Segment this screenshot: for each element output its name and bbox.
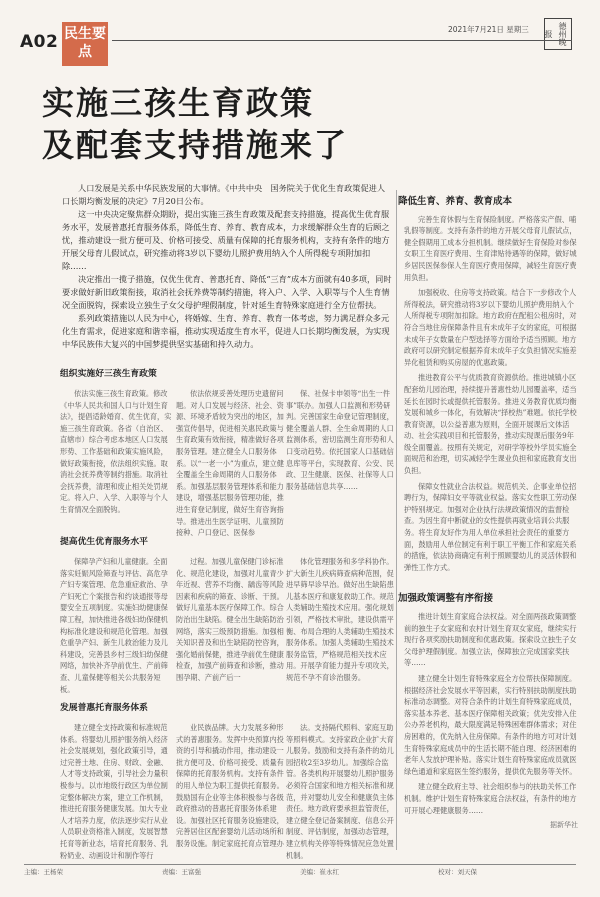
headline — [42, 82, 348, 166]
column-text: 依法依规妥善处理历史遗留问题。对人口发展与经济、社会、资源、环境矛盾较为突出的地区，加强宣传倡导，促进相关惠民政策与生育政策有效衔接，精准做好各项服务管理。建立健全人口服务体系。以“一老一小”为重点，建立健全覆盖全生命周期的人口服务体系。加强基层服务管理体系和能力建设，增强基层服务管理功能，推进生育登记制度，做好生育咨询指导。推进出生医学证明、儿童预防接种、户口登记、医保参 — [176, 389, 284, 538]
sidebar-para: 推进教育公平与优质教育资源供给。推进城镇小区配套幼儿园治理，持续提升普惠性幼儿园覆盖率，适当延长在园时长或提供托管服务。推进义务教育优质均衡发展和城乡一体化，有效解决“择校热”难题。依托学校教育资源，以公益普惠为原则，全面开展课后文体活动、社会实践项目和托管服务，推动实现课后服务9年级全面覆盖。按照有关规定，对研学等校外学员实施全面规范和治理，切实减轻学生课业负担和家庭教育支出负担。 — [404, 373, 577, 476]
section-title: 组织实施好三孩生育政策 — [60, 369, 157, 379]
headline-line-2: 及配套支持措施来了 — [42, 126, 349, 164]
section-title: 发展普惠托育服务体系 — [60, 703, 148, 713]
intro-text — [62, 182, 392, 351]
sidebar-title: 降低生育、养育、教育成本 — [398, 196, 513, 207]
intro-para: 决定推出一揽子措施，仅优生优育、普惠托育、降低“三育”成本方面就有40多项，同时要求做好新旧政策衔接，取消社会抚养费等制约措施，将入户、入学、入职等与个人生育情况全面脱钩，探索设立独生子女父母护理假制度，针对延生育特殊家庭进行全方位帮扶。 — [62, 274, 392, 310]
body-column — [286, 556, 398, 682]
body-column — [176, 556, 288, 682]
headline-line-1: 实施三孩生育政策 — [42, 84, 315, 122]
body-column — [286, 722, 398, 860]
footer-editor: 主编：王杨荣 — [24, 868, 63, 876]
sidebar-title: 加强政策调整有序衔接 — [398, 593, 494, 605]
column-text: 保障孕产妇和儿童健康。全面落实妊娠风险筛查与评估、高危孕产妇专案管理、危急重症救治、孕产妇死亡个案报告和约谈通报等母婴安全五项制度。实施妇幼健康保障工程，加快推进各级妇幼保健机构标准化建设和规范化管理。加强危重孕产妇、新生儿救治能力及儿科建设，完善县乡村三级妇幼保健网络，加快补齐孕前优生、产前筛查、儿童保健等相关公共服务短板。 — [60, 557, 168, 694]
sidebar-para: 建立健全政府主导、社会组织参与的扶助关怀工作机制。维护计划生育特殊家庭合法权益，有条件的地方可开展心理健康服务…… — [404, 782, 577, 815]
newspaper-logo: 德州晚报 — [544, 18, 572, 50]
body-column — [60, 556, 172, 694]
body-column — [60, 388, 172, 514]
header-rule — [112, 40, 572, 41]
intro-para: 这一中央决定聚焦群众期盼，提出实施三孩生育政策及配套支持措施，提高优生优育服务水平，发展普惠托育服务体系，降低生育、养育、教育成本，力求缓解群众生育的后顾之忧，推动建设一批方便可及、价格可接受、质量有保障的托育服务机构，支持有条件的地方开展父母育儿假试点，研究推动将3岁以下婴幼儿照护费用纳入个人所得税专项附加扣除…… — [62, 209, 390, 271]
footer-design: 责编：王富强 — [162, 868, 201, 876]
sidebar-para: 建立健全计划生育特殊家庭全方位帮扶保障制度。根据经济社会发展水平等因素，实行特别扶助制度扶助标准动态调整。对符合条件的计划生育特殊家庭成员，落实基本养老、基本医疗保障相关政策；优先安排入住公办养老机构，最大限度满足特殊困难群体需求；对住房困难的，优先纳入住房保障。有条件的地方可对计划生育特殊家庭成员中的生活长期不能自理、经济困难的老年人发放护理补贴。落实计划生育特殊家庭成员就医绿色通道和家庭医生签约服务，提供优先服务等关怀。 — [404, 673, 577, 776]
section-badge: 民生要点 — [62, 22, 108, 66]
intro-para: 人口发展是关系中华民族发展的大事情。《中共中央 国务院关于优化生育政策促进人口长期均衡发展的决定》7月20日公布。 — [62, 183, 386, 206]
footer-layout: 美编：崔永红 — [300, 868, 339, 876]
page-header — [0, 0, 600, 58]
body-column — [60, 722, 172, 860]
sidebar-para: 完善生育休假与生育保险制度。严格落实产假、哺乳假等制度。支持有条件的地方开展父母育儿假试点，健全假期用工成本分担机制。继续做好生育保险对参保女职工生育医疗费用、生育津贴待遇等的保障，做好城乡居民医保参保人生育医疗费用保障，减轻生育医疗费用负担。 — [404, 214, 577, 282]
intro-para: 系列政策措施以人民为中心，将婚嫁、生育、养育、教育一体考虑，努力满足群众多元化生育需求，促进家庭和谐幸福，推动实现适度生育水平，促进人口长期均衡发展，为实现中华民族伟大复兴的中国梦提供坚实基础和持久动力。 — [62, 313, 390, 349]
sidebar-para: 加强税收、住房等支持政策。结合下一步修改个人所得税法，研究推动将3岁以下婴幼儿照护费用纳入个人所得税专项附加扣除。地方政府在配租公租房时，对符合当地住房保障条件且有未成年子女的家庭，可根据未成年子女数量在户型选择等方面给予适当照顾。地方政府可以研究制定根据养育未成年子女负担情况实施差异化租赁和购买房屋的优惠政策。 — [404, 288, 577, 367]
column-text: 建立健全支持政策和标准规范体系。将婴幼儿照护服务纳入经济社会发展规划，强化政策引导，通过完善土地、住房、财政、金融、人才等支持政策，引导社会力量积极参与。以市地级行政区为单位制定整体解决方案，建立工作机制，推进托育服务健康发展。加大专业人才培养力度，依法逐步实行从业人员职业资格准入制度，发展智慧托育等新业态，培育托育服务、乳粉奶业、动画设计和制作等行 — [60, 723, 168, 860]
footer-proof: 校对：刘天保 — [438, 868, 477, 876]
column-text: 法。支持隔代照料、家庭互助等照料模式。支持家政企业扩大育儿服务。鼓励和支持有条件的幼儿园招收2至3岁幼儿。加强综合监管。各类机构开展婴幼儿照护服务必须符合国家和地方相关标准和规范，并对婴幼儿安全和健康负主体责任。地方政府要承担监管责任，建立健全登记备案制度、信息公开制度、评估制度，加强动态管理，建立机构关停等特殊情况应急处置机制。 — [286, 723, 394, 860]
column-text: 体化管理服务和多学科协作。扩大新生儿疾病筛查病种范围，促进早筛早诊早治。做好出生缺陷患儿基本医疗和康复救助工作。规范人类辅助生殖技术应用。强化规划引领，严格技术审批，建设供需平衡、布局合理的人类辅助生殖技术服务体系。加强人类辅助生殖技术服务监管，严格规范相关技术应用。开展孕育能力提升专项攻关，规范不孕不育诊治服务。 — [286, 557, 394, 682]
section-title: 提高优生优育服务水平 — [60, 537, 148, 547]
column-text: 保、社保卡申领等“出生一件事”联办。加强人口监测和形势研判。完善国家生命登记管理制度，健全覆盖人群、全生命周期的人口监测体系，密切监测生育形势和人口变动趋势。依托国家人口基础信息库等平台，实现教育、公安、民政、卫生健康、医保、社保等人口服务基础信息共享…… — [286, 389, 394, 491]
sidebar-para: 推进计划生育家庭合法权益。对全面两孩政策调整前的独生子女家庭和农村计划生育双女家庭，继续实行现行各项奖励扶助制度和优惠政策。探索设立独生子女父母护理假制度。加强立法，保障独立完成国家奖扶等…… — [404, 612, 577, 668]
sidebar-para: 保障女性就业合法权益。规范机关、企事业单位招聘行为，保障妇女平等就业权益。落实女性职工劳动保护特别规定。加强对企业执行法规政策情况的监督检查。为因生育中断就业的女性提供再就业培训公共服务。将生育友好作为用人单位承担社会责任的重要方面，鼓励用人单位制定有利于职工平衡工作和家庭关系的措施，依法协商确定有利于照顾婴幼儿的灵活休假和弹性工作方式。 — [404, 481, 577, 572]
footer — [24, 864, 576, 876]
column-text: 业民族品牌。大力发展多种形式的普惠服务。发挥中央预算内投资的引导和撬动作用，推动建设一批方便可及、价格可接受、质量有保障的托育服务机构。支持有条件的用人单位为职工提供托育服务。鼓励国有企业等主体积极参与各级政府推动的普惠托育服务体系建设。加强社区托育服务设施建设，完善居住区配套婴幼儿活动场所和服务设施。制定家庭托育点管理办 — [176, 723, 284, 848]
sidebar — [398, 196, 578, 832]
date-line: 2021年7月21日 星期三 — [448, 25, 529, 34]
signature: 据新华社 — [550, 821, 578, 830]
column-text: 依法实施三孩生育政策。修改《中华人民共和国人口与计划生育法》，提倡适龄婚育、优生优育，实施三孩生育政策。各省（自治区、直辖市）综合考虑本地区人口发展形势、工作基础和政策实施风险，做好政策衔接，依法组织实施。取消社会抚养费等制约措施。取消社会抚养费，清理和废止相关处罚规定。将入户、入学、入职等与个人生育情况全面脱钩。 — [60, 389, 172, 514]
body-column — [176, 388, 288, 538]
body-column — [286, 388, 398, 514]
page-number: A02 — [20, 32, 59, 52]
column-text: 过程。加强儿童保健门诊标准化、规范化建设，加强对儿童青少年近视、营养不均衡、龋齿等风险因素和疾病的筛查、诊断、干预。做好儿童基本医疗保障工作。综合防治出生缺陷。健全出生缺陷防治网络，落实三级预防措施。加强相关知识普及和出生缺陷防控咨询，强化婚前保健，推进孕前优生健康检查，加强产前筛查和诊断，推动围孕期、产前产后一 — [176, 557, 284, 682]
body-column — [176, 722, 288, 856]
